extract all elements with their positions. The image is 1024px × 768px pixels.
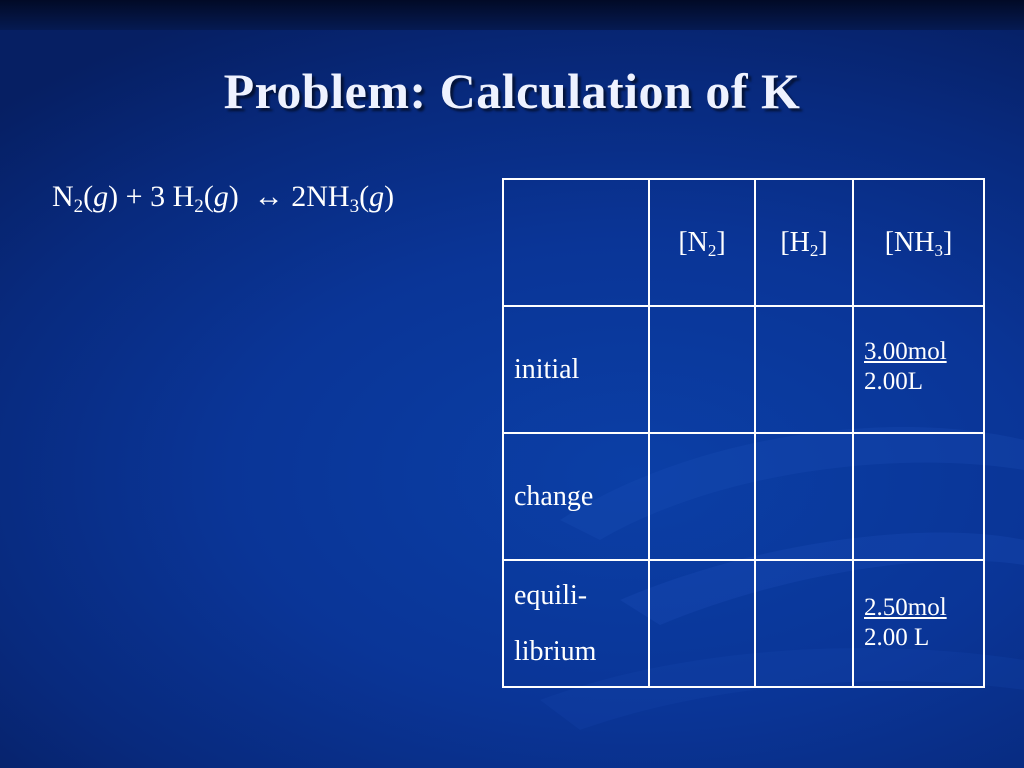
row-label-equilibrium-line1: equili- xyxy=(514,579,588,611)
equilibrium-nh3-moles: 2.50mol xyxy=(864,594,947,621)
header-empty-cell xyxy=(503,179,649,306)
change-nh3-cell xyxy=(853,433,984,560)
ice-table xyxy=(502,178,985,688)
initial-nh3-cell xyxy=(853,306,984,433)
table-row-initial xyxy=(503,306,984,433)
initial-nh3-volume: 2.00L xyxy=(864,368,924,395)
table-row-change xyxy=(503,433,984,560)
table-row-equilibrium xyxy=(503,560,984,687)
change-h2-cell xyxy=(755,433,853,560)
header-nh3: $[NH_3]$ xyxy=(853,179,984,306)
row-label-equilibrium xyxy=(503,560,649,687)
reaction-equation: $N_2(g) + 3$ $H_2(g)$ ↔ $2NH_3(g)$ xyxy=(52,180,395,217)
initial-h2-cell xyxy=(755,306,853,433)
header-n2: $[N_2]$ xyxy=(649,179,755,306)
header-h2: $[H_2]$ xyxy=(755,179,853,306)
row-label-equilibrium-line2: librium xyxy=(514,635,597,667)
row-label-change: change xyxy=(503,433,649,560)
table-header-row xyxy=(503,179,984,306)
slide-title: Problem: Calculation of K xyxy=(223,63,801,119)
top-band xyxy=(0,0,1024,30)
initial-nh3-moles: 3.00mol xyxy=(864,338,947,365)
equilibrium-nh3-cell xyxy=(853,560,984,687)
row-label-initial: initial xyxy=(503,306,649,433)
change-n2-cell xyxy=(649,433,755,560)
equilibrium-n2-cell xyxy=(649,560,755,687)
initial-n2-cell xyxy=(649,306,755,433)
equilibrium-nh3-volume: 2.00 L xyxy=(864,624,930,651)
equilibrium-arrow: ↔ xyxy=(253,180,284,213)
equilibrium-h2-cell xyxy=(755,560,853,687)
